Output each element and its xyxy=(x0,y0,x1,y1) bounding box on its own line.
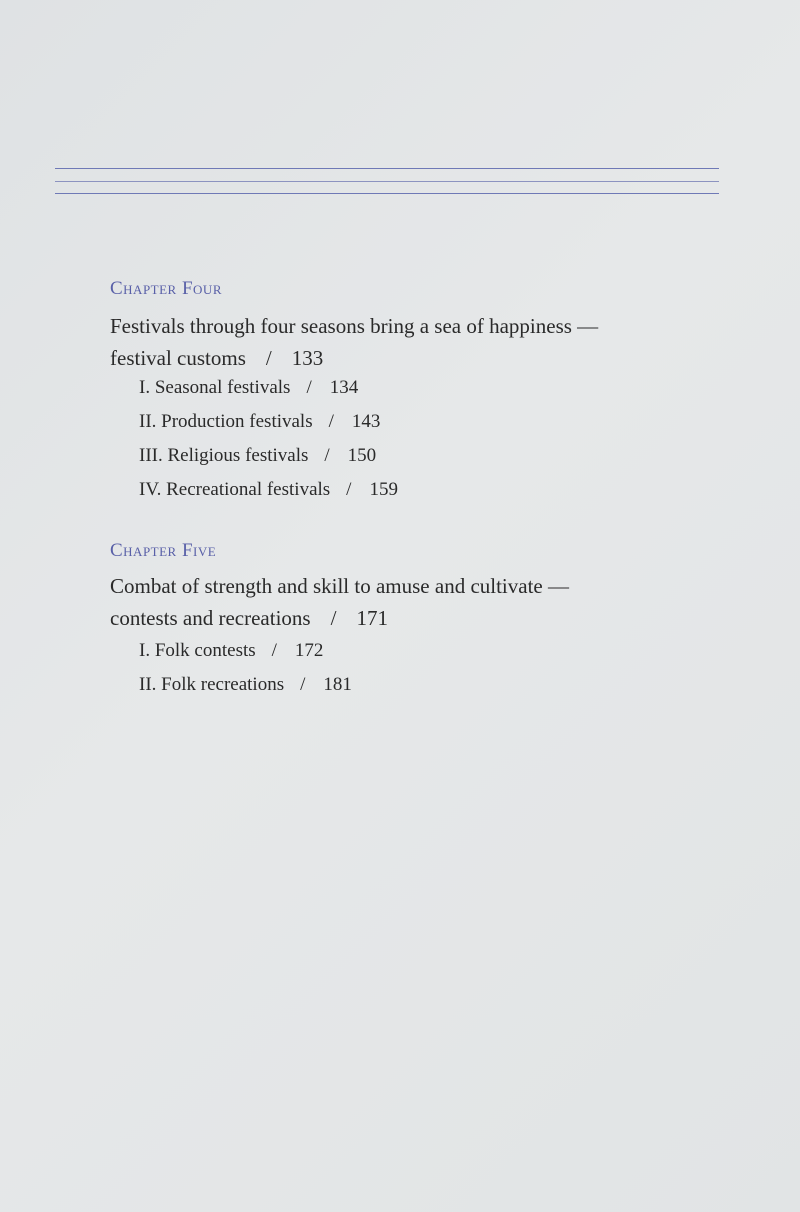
page-separator: / xyxy=(271,640,277,661)
page-separator: / xyxy=(346,479,352,500)
page-separator: / xyxy=(324,445,330,466)
chapter-five-title-line1: Combat of strength and skill to amuse and cultivate — xyxy=(110,574,569,598)
chapter-five-label: Chapter Five xyxy=(110,540,217,561)
toc-entry[interactable] xyxy=(139,411,380,433)
chapter-five-title-line2 xyxy=(110,602,569,634)
toc-entry-page: 143 xyxy=(351,411,381,432)
chapter-four-title-line1: Festivals through four seasons bring a sea of happiness — xyxy=(110,314,599,338)
toc-entry-label: IV. Recreational festivals xyxy=(139,479,331,500)
page-separator: / xyxy=(265,346,272,370)
chapter-four-title-line2 xyxy=(110,342,598,374)
chapter-four-label: Chapter Four xyxy=(110,278,222,299)
toc-entry-label: II. Folk recreations xyxy=(139,674,285,695)
toc-entry-page: 172 xyxy=(294,640,324,661)
chapter-five-title-text: contests and recreations xyxy=(110,606,311,630)
page-separator: / xyxy=(328,411,334,432)
toc-entry[interactable] xyxy=(139,479,398,501)
chapter-five-page-number: 171 xyxy=(356,606,388,630)
chapter-four-title-text: festival customs xyxy=(110,346,246,370)
chapter-four-page-number: 133 xyxy=(291,346,324,370)
toc-entry-page: 181 xyxy=(323,674,352,695)
toc-entry-label: II. Production festivals xyxy=(139,411,313,432)
toc-entry[interactable] xyxy=(139,674,352,696)
toc-entry-page: 150 xyxy=(347,445,377,466)
toc-entry-label: I. Seasonal festivals xyxy=(139,377,291,398)
toc-entry[interactable] xyxy=(139,377,358,399)
page-separator: / xyxy=(306,377,312,398)
toc-entry[interactable] xyxy=(139,640,323,662)
decorative-rule-bottom xyxy=(55,193,719,194)
toc-entry[interactable] xyxy=(139,445,376,467)
chapter-five-title xyxy=(110,570,569,634)
chapter-four-title xyxy=(110,310,598,374)
decorative-rule-middle xyxy=(55,181,719,182)
toc-entry-page: 134 xyxy=(329,377,359,398)
toc-entry-label: I. Folk contests xyxy=(139,640,256,661)
decorative-rule-top xyxy=(55,168,719,169)
page-separator: / xyxy=(330,606,337,630)
toc-entry-label: III. Religious festivals xyxy=(139,445,309,466)
page-separator: / xyxy=(300,674,306,695)
toc-entry-page: 159 xyxy=(369,479,398,500)
